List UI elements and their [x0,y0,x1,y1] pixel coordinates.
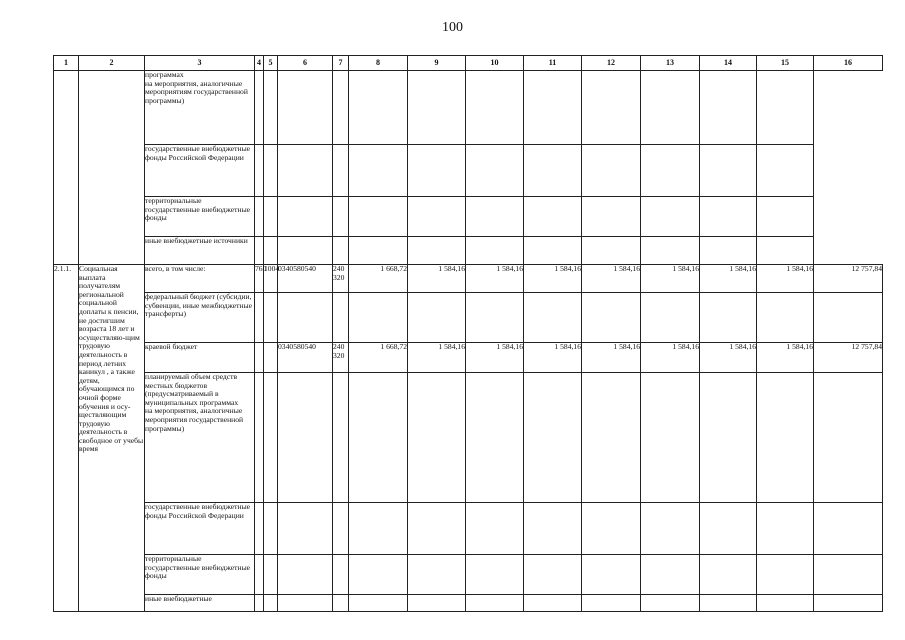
column-header: 11 [524,56,582,71]
column-header: 8 [349,56,408,71]
page-number: 100 [442,20,463,35]
value-cell: 1 584,16 [641,343,700,373]
table-row [54,237,883,265]
source-cell: планируемый объем средств местных бюджетов (предусматриваемый в муниципальных программах на мероприятия, аналогичные мероприятия государственной программы) [145,373,255,503]
value-cell: 12 757,84 [814,265,883,293]
table-row [54,555,883,595]
column-header: 1 [54,56,79,71]
table-row [54,343,883,373]
name-cell [79,71,145,265]
column-header: 14 [700,56,757,71]
source-cell: всего, в том числе: [145,265,255,293]
column-header: 10 [466,56,524,71]
value-cell: 1 584,16 [466,343,524,373]
source-cell: иные внебюджетные источники [145,237,255,265]
value-cell: 1 584,16 [408,343,466,373]
table-row [54,503,883,555]
column-header: 12 [582,56,641,71]
table-row [54,293,883,343]
value-cell: 1 584,16 [466,265,524,293]
value-cell: 1 584,16 [700,343,757,373]
source-cell: территориальные государственные внебюджетные фонды [145,197,255,237]
source-cell: государственные внебюджетные фонды Российской Федерации [145,503,255,555]
code-cell: 240 320 [333,265,349,293]
value-cell: 1 584,16 [757,265,814,293]
value-cell: 1 584,16 [582,265,641,293]
code-cell: 240 320 [333,343,349,373]
table-row [54,373,883,503]
column-header: 7 [333,56,349,71]
header-row [54,56,883,71]
source-cell: федеральный бюджет (субсидии, субвенции, иные межбюджетные трансферты) [145,293,255,343]
column-header: 16 [814,56,883,71]
source-cell: государственные внебюджетные фонды Российской Федерации [145,145,255,197]
value-cell: 12 757,84 [814,343,883,373]
column-header: 13 [641,56,700,71]
value-cell: 1 584,16 [524,265,582,293]
budget-table [53,55,883,612]
column-header: 9 [408,56,466,71]
table-row [54,145,883,197]
column-header: 15 [757,56,814,71]
value-cell: 1 584,16 [641,265,700,293]
value-cell: 1 584,16 [524,343,582,373]
value-cell: 1 584,16 [700,265,757,293]
code-cell: 760 [255,265,264,293]
column-header: 3 [145,56,255,71]
value-cell: 1 584,16 [582,343,641,373]
table-row [54,595,883,612]
code-cell: 0340580540 [278,343,333,373]
table-row [54,197,883,237]
index-cell [54,71,79,265]
value-cell: 1 584,16 [408,265,466,293]
source-cell: программах на мероприятия, аналогичные мероприятиям государственной программы) [145,71,255,145]
value-cell: 1 584,16 [757,343,814,373]
item-name: Социальная выплата получателям региональной социальной доплаты к пенсии, не достигшим возраста 18 лет и осуществляю-щим трудовую деятельность в период летних каникул , а также детям, обучающимся по очной форме обучения и осу-ществляющим трудовую деятельность в свободное от учебы время [79,265,145,612]
table-row [54,71,883,145]
value-cell: 1 668,72 [349,265,408,293]
column-header: 5 [264,56,278,71]
table-row [54,265,883,293]
source-cell: территориальные государственные внебюджетные фонды [145,555,255,595]
column-header: 6 [278,56,333,71]
column-header: 2 [79,56,145,71]
source-cell: иные внебюджетные [145,595,255,612]
source-cell: краевой бюджет [145,343,255,373]
value-cell: 1 668,72 [349,343,408,373]
code-cell: 1004 [264,265,278,293]
item-index: 2.1.1. [54,265,79,612]
code-cell: 0340580540 [278,265,333,293]
column-header: 4 [255,56,264,71]
